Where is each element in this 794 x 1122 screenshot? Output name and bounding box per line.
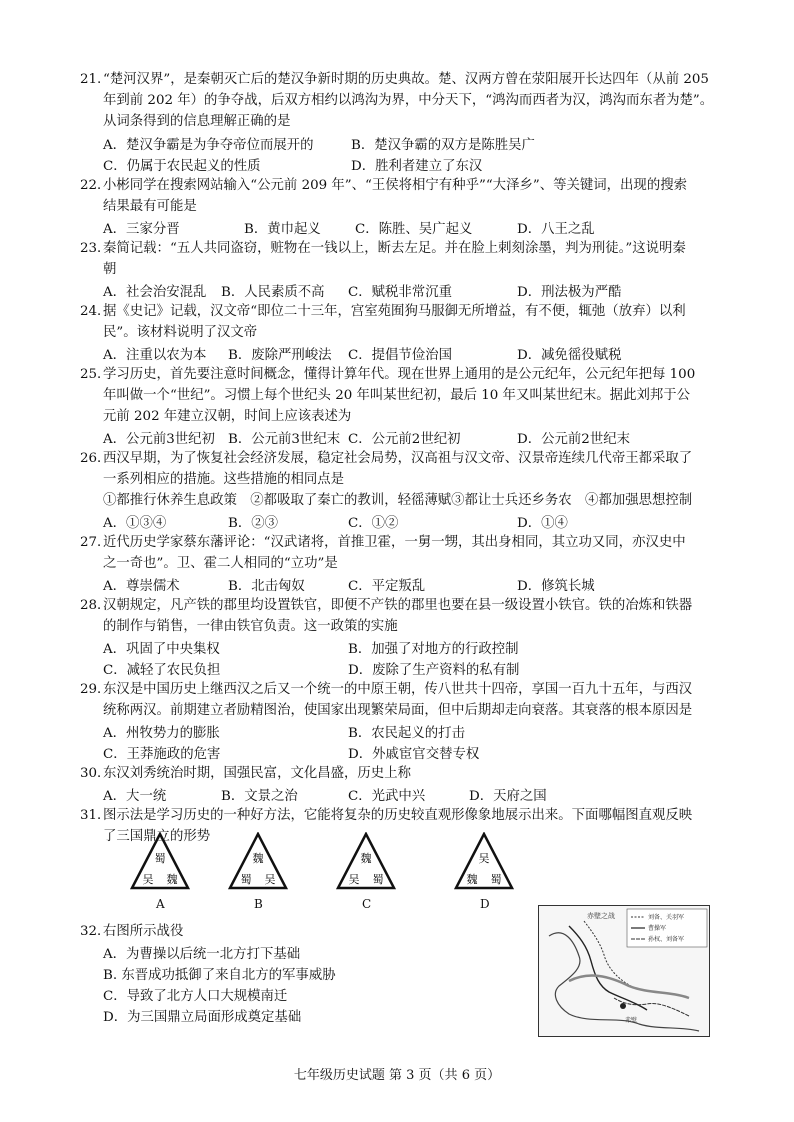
option-c[interactable]: C．赋税非常沉重 (348, 285, 452, 300)
question-number: 30． (80, 766, 111, 781)
question-text: 年到前 202 年）的争夺战，后双方相约以鸿沟为界，中分天下，“鸿沟而西者为汉，鸿沟而东者为楚”。 (103, 93, 714, 108)
question-text: 朝 (103, 262, 117, 277)
option-c[interactable]: C．王莽施政的危害 (103, 747, 221, 762)
question-text: 年叫做一个“世纪”。习惯上每个世纪头 20 年叫某世纪初，最后 10 年又叫某世纪末。据此刘邦于公 (103, 388, 691, 403)
question-number: 27． (80, 535, 111, 550)
question-number: 31． (80, 808, 111, 823)
option-d[interactable]: D．八王之乱 (517, 222, 595, 237)
triangle-diagram (130, 832, 190, 892)
diagram-label: D (480, 897, 490, 911)
option-d[interactable]: D．修筑长城 (517, 579, 595, 594)
question-text: 从词条得到的信息理解正确的是 (103, 114, 291, 129)
map-corner-title: 赤壁之战 (587, 912, 615, 920)
triangle-bottom-left: 吴 (348, 873, 360, 886)
question-text: 近代历史学家蔡东藩评论：“汉武诸将，首推卫霍，一舅一甥，其出身相同，其立功又同，亦汉史中 (103, 535, 686, 550)
option-c[interactable]: C．提倡节俭治国 (348, 348, 452, 363)
question-text: 统称两汉。前期建立者励精图治，使国家出现繁荣局面，但中后期却走向衰落。其衰落的根本原因是 (103, 703, 693, 718)
legend-item: 孙权、刘备军 (648, 936, 685, 943)
triangle-top: 吴 (478, 852, 490, 865)
question-text: 秦简记载：“五人共同盗窃，赃物在一钱以上，断去左足。并在脸上刺刻涂墨，判为刑徒。”这说明秦 (103, 241, 686, 256)
option-b[interactable]: B．公元前3世纪末 (228, 432, 341, 447)
option-a[interactable]: A．大一统 (103, 789, 167, 804)
option-c[interactable]: C．导致了北方人口大规模南迁 (103, 989, 288, 1004)
question-text: 东汉是中国历史上继西汉之后又一个统一的中原王朝，传八世共十四帝，享国一百九十五年，与西汉 (103, 682, 693, 697)
option-b[interactable]: B．加强了对地方的行政控制 (348, 642, 519, 657)
question-text: 右图所示战役 (103, 924, 184, 939)
option-d[interactable]: D．①④ (517, 516, 568, 531)
question-text: 据《史记》记载，汉文帝“即位二十三年，宫室苑囿狗马服御无所增益，有不便，辄弛（放弃）以利 (103, 304, 686, 319)
option-c[interactable]: C．平定叛乱 (348, 579, 426, 594)
question-text: 民”。该材料说明了汉文帝 (103, 325, 258, 340)
option-a[interactable]: A．三家分晋 (103, 222, 180, 237)
question-text: 之一奇也”。卫、霍二人相同的“立功”是 (103, 556, 338, 571)
triangle-bottom-right: 蜀 (490, 873, 502, 886)
triangle-bottom-right: 魏 (166, 873, 178, 886)
option-c[interactable]: C．仍属于农民起义的性质 (103, 159, 261, 174)
option-c[interactable]: C．陈胜、吴广起义 (355, 222, 473, 237)
option-d[interactable]: D．公元前2世纪末 (517, 432, 630, 447)
battle-map (538, 905, 710, 1037)
option-a[interactable]: A．社会治安混乱 (103, 285, 207, 300)
triangle-diagram (336, 832, 396, 892)
diagram-label: C (362, 897, 372, 911)
option-c[interactable]: C．公元前2世纪初 (348, 432, 461, 447)
option-a[interactable]: A．为曹操以后统一北方打下基础 (103, 947, 301, 962)
question-number: 24． (80, 304, 111, 319)
diagram-label: B (254, 897, 263, 911)
option-d[interactable]: D．刑法极为严酷 (517, 285, 622, 300)
question-text: 一系列相应的措施。这些措施的相同点是 (103, 472, 345, 487)
option-d[interactable]: D．外戚宦官交替专权 (348, 747, 480, 762)
diagram-option-b[interactable] (228, 832, 288, 892)
question-number: 23． (80, 241, 111, 256)
question-text: 元前 202 年建立汉朝，时间上应该表述为 (103, 409, 352, 424)
triangle-diagram (454, 832, 514, 892)
question-text: 图示法是学习历史的一种好方法，它能将复杂的历史较直观形像象地展示出来。下面哪幅图直观反映 (103, 808, 693, 823)
triangle-top: 蜀 (154, 852, 166, 865)
option-d[interactable]: D．天府之国 (469, 789, 547, 804)
option-b[interactable]: B．文景之治 (221, 789, 298, 804)
diagram-option-a[interactable] (130, 832, 190, 892)
question-number: 32． (80, 924, 111, 939)
question-text: 小彬同学在搜索网站输入“公元前 209 年”、“王侯将相宁有种乎”“大泽乡”、等关键词，出现的搜索 (103, 178, 687, 193)
diagram-label: A (156, 897, 165, 911)
triangle-diagram (228, 832, 288, 892)
question-text: 学习历史，首先要注意时间概念，懂得计算年代。现在世界上通用的是公元纪年，公元纪年把每 100 (103, 367, 696, 382)
option-c[interactable]: C．光武中兴 (348, 789, 426, 804)
triangle-top: 魏 (360, 852, 372, 865)
option-a[interactable]: A．楚汉争霸是为争夺帝位而展开的 (103, 138, 314, 153)
map-place-label: 赤壁 (625, 1017, 638, 1024)
option-b[interactable]: B．废除严刑峻法 (228, 348, 332, 363)
option-c[interactable]: C．减轻了农民负担 (103, 663, 221, 678)
triangle-bottom-right: 蜀 (372, 873, 384, 886)
question-text: “楚河汉界”，是秦朝灭亡后的楚汉争新时期的历史典故。楚、汉两方曾在荥阳展开长达四年（从前 205 (103, 72, 709, 87)
question-number: 26． (80, 451, 111, 466)
option-d[interactable]: D．胜利者建立了东汉 (351, 159, 483, 174)
option-d[interactable]: D．废除了生产资料的私有制 (348, 663, 520, 678)
option-b[interactable]: B．楚汉争霸的双方是陈胜吴广 (351, 138, 535, 153)
option-b[interactable]: B．②③ (228, 516, 279, 531)
legend-item: 刘备、关羽军 (648, 914, 685, 921)
option-a[interactable]: A．公元前3世纪初 (103, 432, 215, 447)
question-text: 的制作与销售，一律由铁官负责。这一政策的实施 (103, 619, 398, 634)
triangle-bottom-left: 魏 (466, 873, 478, 886)
question-number: 25． (80, 367, 111, 382)
battle-map-drawing (539, 906, 709, 1036)
option-a[interactable]: A．①③④ (103, 516, 167, 531)
option-a[interactable]: A．州牧势力的膨胀 (103, 726, 220, 741)
option-b[interactable]: B．北击匈奴 (228, 579, 305, 594)
question-number: 22． (80, 178, 111, 193)
option-a[interactable]: A．巩固了中央集权 (103, 642, 220, 657)
option-b[interactable]: B．农民起义的打击 (348, 726, 465, 741)
question-number: 29． (80, 682, 111, 697)
option-b[interactable]: B．人民素质不高 (221, 285, 325, 300)
option-a[interactable]: A．尊崇儒术 (103, 579, 180, 594)
triangle-bottom-left: 蜀 (240, 873, 252, 886)
question-number: 28． (80, 598, 111, 613)
option-b[interactable]: B. 东晋成功抵御了来自北方的军事威胁 (103, 968, 336, 983)
triangle-bottom-left: 吴 (142, 873, 154, 886)
option-c[interactable]: C．①② (348, 516, 399, 531)
question-text: 汉朝规定，凡产铁的郡里均设置铁官，即便不产铁的郡里也要在县一级设置小铁官。铁的冶炼和铁器 (103, 598, 693, 613)
option-b[interactable]: B．黄巾起义 (244, 222, 321, 237)
triangle-bottom-right: 吴 (264, 873, 276, 886)
option-a[interactable]: A．注重以农为本 (103, 348, 207, 363)
diagram-option-c[interactable] (336, 832, 396, 892)
question-text: 西汉早期，为了恢复社会经济发展，稳定社会局势，汉高祖与汉文帝、汉景帝连续几代帝王都采取了 (103, 451, 693, 466)
legend-item: 曹操军 (648, 925, 667, 932)
option-d[interactable]: D．为三国鼎立局面形成奠定基础 (103, 1010, 302, 1025)
page-footer: 七年级历史试题 第 3 页（共 6 页） (293, 1068, 501, 1083)
question-statements: ①都推行休养生息政策 ②都吸取了秦亡的教训，轻徭薄赋③都让士兵还乡务农 ④都加强思想控制 (103, 493, 693, 508)
option-d[interactable]: D．减免徭役赋税 (517, 348, 622, 363)
triangle-top: 魏 (252, 852, 264, 865)
question-text: 了三国鼎立的形势 (103, 829, 211, 844)
question-number: 21. (80, 72, 102, 87)
question-text: 结果最有可能是 (103, 199, 197, 214)
question-text: 东汉刘秀统治时期，国强民富，文化昌盛，历史上称 (103, 766, 411, 781)
diagram-option-d[interactable] (454, 832, 514, 892)
